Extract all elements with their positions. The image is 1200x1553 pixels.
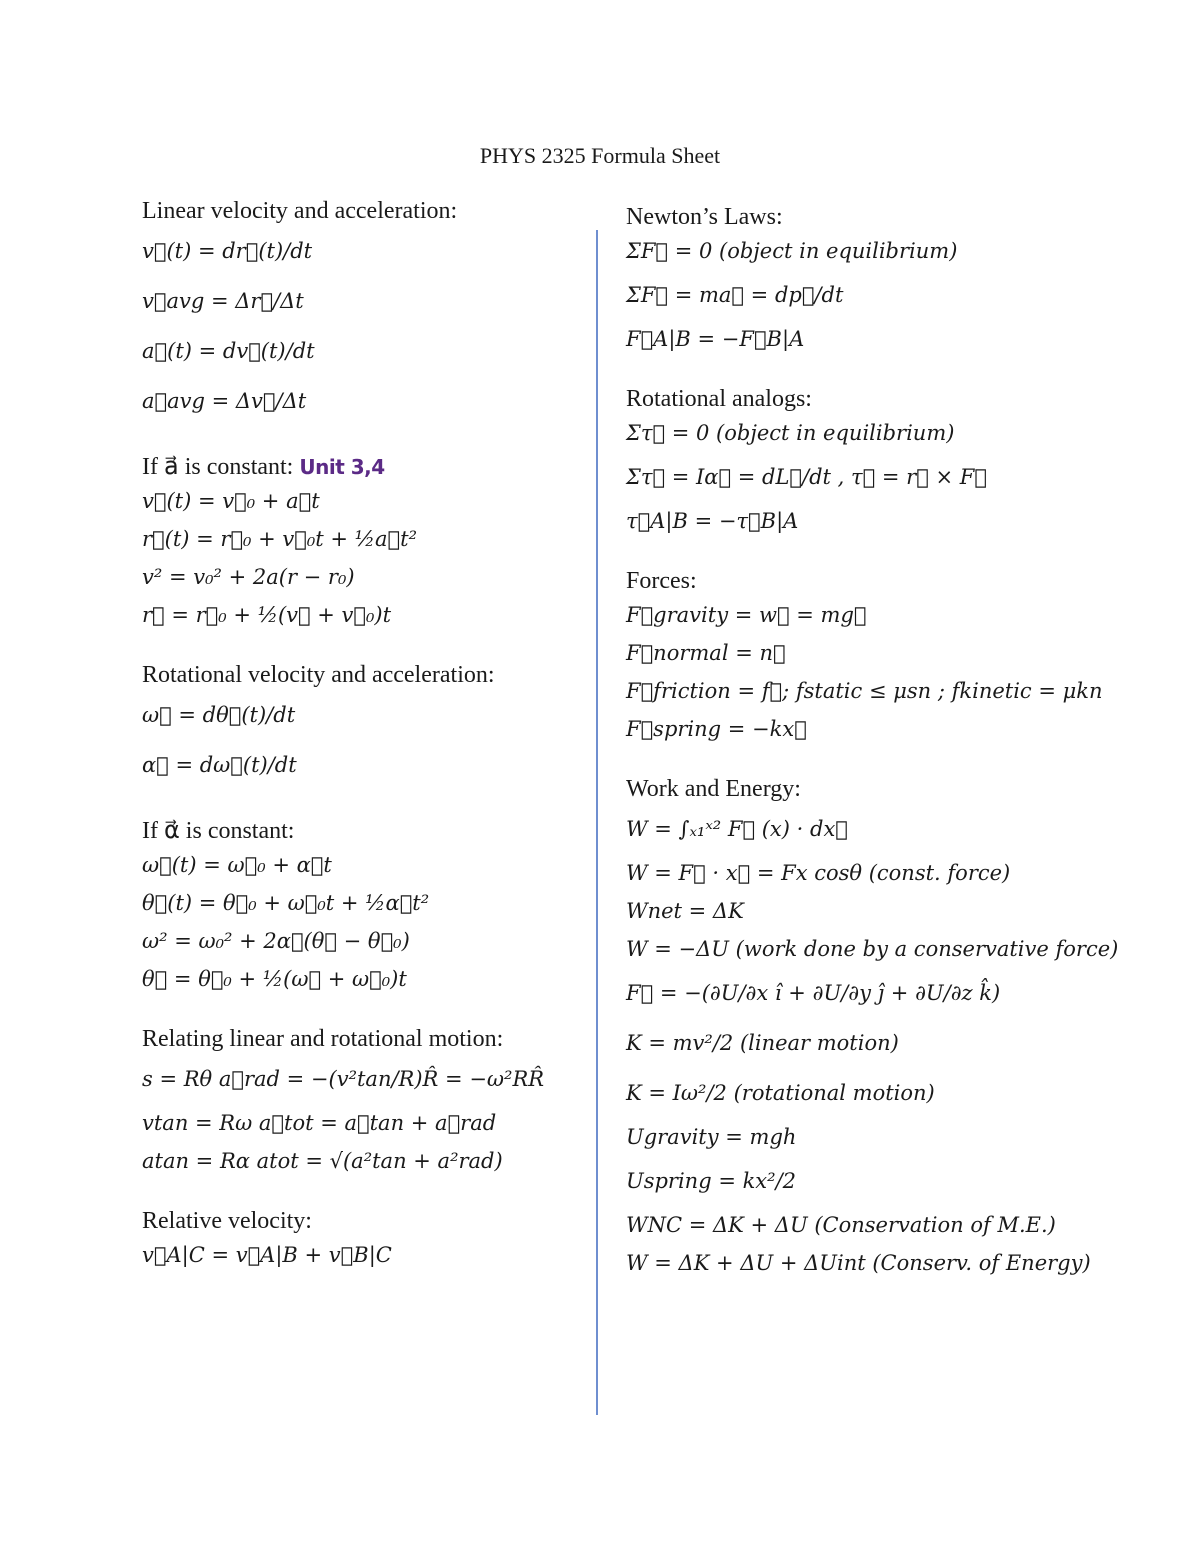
section-heading: Linear velocity and acceleration: (142, 198, 458, 224)
column-divider (596, 230, 598, 1415)
formula-line: τ⃗A|B = −τ⃗B|A (626, 509, 799, 533)
formula-line: F⃗spring = −kx⃗ (626, 717, 807, 741)
formula-line: vtan = Rω a⃗tot = a⃗tan + a⃗rad (142, 1111, 497, 1135)
section-linear-velocity (142, 196, 592, 426)
formula-line: θ⃗ = θ⃗₀ + ½(ω⃗ + ω⃗₀)t (142, 967, 407, 991)
formula-line: v⃗A|C = v⃗A|B + v⃗B|C (142, 1243, 392, 1267)
formula-line: a⃗avg = Δv⃗/Δt (142, 389, 307, 413)
section-heading: Relating linear and rotational motion: (142, 1026, 504, 1052)
left-column (142, 196, 592, 1300)
formula-line (626, 232, 1186, 270)
formula-line: r⃗ = r⃗₀ + ½(v⃗ + v⃗₀)t (142, 603, 392, 627)
formula-line: Ugravity = mgh (626, 1125, 797, 1149)
formula-line: F⃗ = −(∂U/∂x î + ∂U/∂y ĵ + ∂U/∂z k̂) (626, 981, 1001, 1005)
formula-line: Στ⃗ = 0 (object in equilibrium) (626, 421, 955, 445)
section-heading: Newton’s Laws: (626, 204, 783, 230)
formula-line: a⃗(t) = dv⃗(t)/dt (142, 339, 315, 363)
formula-line: Στ⃗ = Iα⃗ = dL⃗/dt , τ⃗ = r⃗ × F⃗ (626, 465, 987, 489)
section-relative-velocity (142, 1206, 592, 1274)
section-forces (626, 566, 1186, 748)
formula-line: v⃗(t) = v⃗₀ + a⃗t (142, 489, 320, 513)
section-constant-acceleration (142, 452, 592, 634)
formula-line: α⃗ = dω⃗(t)/dt (142, 753, 297, 777)
section-heading: Work and Energy: (626, 776, 801, 802)
section-linear-rotational-relation (142, 1024, 592, 1180)
formula-line: ω⃗(t) = ω⃗₀ + α⃗t (142, 853, 332, 877)
formula-line: F⃗normal = n⃗ (626, 641, 786, 665)
section-heading: If a⃗ is constant: (142, 454, 294, 480)
right-column (626, 202, 1186, 1308)
formula-line: W = ΔK + ΔU + ΔUint (Conserv. of Energy) (626, 1251, 1091, 1275)
formula-line: θ⃗(t) = θ⃗₀ + ω⃗₀t + ½α⃗t² (142, 891, 430, 915)
section-heading: Relative velocity: (142, 1208, 312, 1234)
formula-line: v⃗avg = Δr⃗/Δt (142, 289, 304, 313)
section-heading: Forces: (626, 568, 697, 594)
formula-line: r⃗(t) = r⃗₀ + v⃗₀t + ½a⃗t² (142, 527, 418, 551)
section-constant-angular-acceleration (142, 816, 592, 998)
formula-text: ΣF⃗ = 0 (object in equilibrium) (626, 239, 958, 263)
section-heading: Rotational velocity and acceleration: (142, 662, 495, 688)
page-title: PHYS 2325 Formula Sheet (479, 143, 721, 168)
section-work-energy (626, 774, 1186, 1282)
formula-line: v⃗(t) = dr⃗(t)/dt (142, 239, 313, 263)
formula-line: Wnet = ΔK (626, 899, 744, 923)
formula-line: K = mv²/2 (linear motion) (626, 1031, 899, 1055)
formula-line: WNC = ΔK + ΔU (Conservation of M.E.) (626, 1213, 1056, 1237)
section-rotational-velocity (142, 660, 592, 790)
handwritten-note: Unit 3,4 (299, 455, 385, 479)
formula-line: v² = v₀² + 2a(r − r₀) (142, 565, 355, 589)
formula-line: Uspring = kx²/2 (626, 1169, 797, 1193)
formula-line: F⃗A|B = −F⃗B|A (626, 327, 805, 351)
section-rotational-analogs (626, 384, 1186, 540)
formula-line: F⃗gravity = w⃗ = mg⃗ (626, 603, 867, 627)
formula-line: s = Rθ a⃗rad = −(v²tan/R)R̂ = −ω²RR̂ (142, 1067, 545, 1091)
section-newtons-laws (626, 202, 1186, 358)
formula-line: ΣF⃗ = ma⃗ = dp⃗/dt (626, 283, 844, 307)
section-heading: Rotational analogs: (626, 386, 812, 412)
formula-line: atan = Rα atot = √(a²tan + a²rad) (142, 1149, 503, 1173)
formula-line: F⃗friction = f⃗; fstatic ≤ μsn ; fkinetic = μkn (626, 679, 1103, 703)
section-heading: If α⃗ is constant: (142, 818, 295, 844)
formula-line: K = Iω²/2 (rotational motion) (626, 1081, 935, 1105)
formula-line: W = ∫ₓ₁ˣ² F⃗ (x) · dx⃗ (626, 817, 848, 841)
formula-line: ω² = ω₀² + 2α⃗(θ⃗ − θ⃗₀) (142, 929, 410, 953)
section-heading-row (142, 452, 592, 482)
formula-line: W = −ΔU (work done by a conservative force) (626, 937, 1119, 961)
formula-line: W = F⃗ · x⃗ = Fx cosθ (const. force) (626, 861, 1011, 885)
formula-line: ω⃗ = dθ⃗(t)/dt (142, 703, 296, 727)
